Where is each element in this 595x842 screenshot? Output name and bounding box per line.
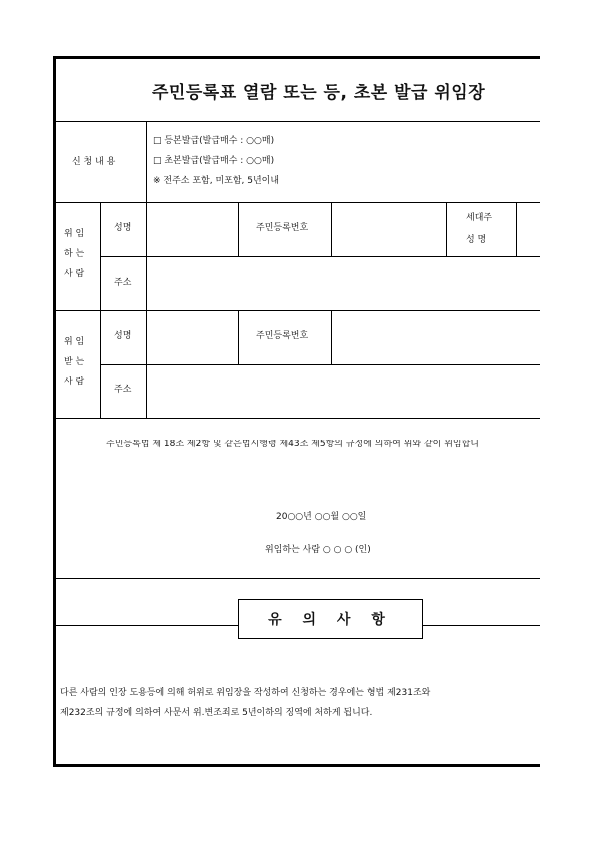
delegatee-label-line: 받 는	[64, 357, 85, 367]
request-option-certificate[interactable]: □ 등본발급(발급매수 : ○○매)	[153, 136, 275, 146]
divider	[146, 121, 147, 418]
delegatee-address-label: 주소	[114, 385, 132, 395]
date-line: 20○○년 ○○월 ○○일	[276, 512, 367, 522]
form-frame	[53, 56, 540, 767]
request-label: 신 청 내 용	[72, 157, 116, 167]
divider	[100, 364, 540, 365]
householder-label-line: 세대주	[466, 213, 493, 223]
delegator-rrn-label: 주민등록번호	[256, 223, 309, 233]
divider	[516, 202, 517, 256]
divider	[53, 121, 540, 122]
notice-text-line: 다른 사람의 인장 도용등에 의해 허위로 위임장을 작성하여 신청하는 경우에는 형법 제231조와	[60, 688, 431, 698]
divider	[53, 418, 540, 419]
notice-heading: 유 의 사 항	[238, 599, 423, 639]
divider	[100, 202, 101, 418]
divider	[238, 202, 239, 256]
delegatee-rrn-label: 주민등록번호	[256, 331, 309, 341]
delegator-label-line: 위 임	[64, 229, 85, 239]
delegator-label-line: 사 람	[64, 269, 85, 279]
delegation-statement: 주민등록법 제 18조 제2항 및 같은법시행령 제43조 제5항의 규정에 의하여 위와 같이 위임합니	[106, 440, 479, 449]
delegatee-label-line: 사 람	[64, 377, 85, 387]
delegatee-name-label: 성명	[114, 331, 132, 341]
divider	[53, 578, 540, 579]
request-option-address-note: ※ 전주소 포함, 미포함, 5년이내	[153, 176, 280, 186]
householder-label-line: 성 명	[466, 235, 487, 245]
divider	[331, 310, 332, 364]
request-option-abstract[interactable]: □ 초본발급(발급매수 : ○○매)	[153, 156, 275, 166]
divider	[446, 202, 447, 256]
divider	[331, 202, 332, 256]
notice-text-line: 제232조의 규정에 의하여 사문서 위.변조죄로 5년이하의 징역에 처하게 됩니다.	[60, 708, 373, 718]
delegator-address-label: 주소	[114, 278, 132, 288]
delegator-label-line: 하 는	[64, 249, 85, 259]
signature-line: 위임하는 사람 ○ ○ ○ (인)	[265, 545, 371, 555]
delegatee-label-line: 위 임	[64, 337, 85, 347]
divider	[100, 256, 540, 257]
divider	[238, 310, 239, 364]
divider	[53, 310, 540, 311]
divider	[53, 202, 540, 203]
page-title: 주민등록표 열람 또는 등, 초본 발급 위임장	[152, 83, 486, 103]
delegator-name-label: 성명	[114, 223, 132, 233]
